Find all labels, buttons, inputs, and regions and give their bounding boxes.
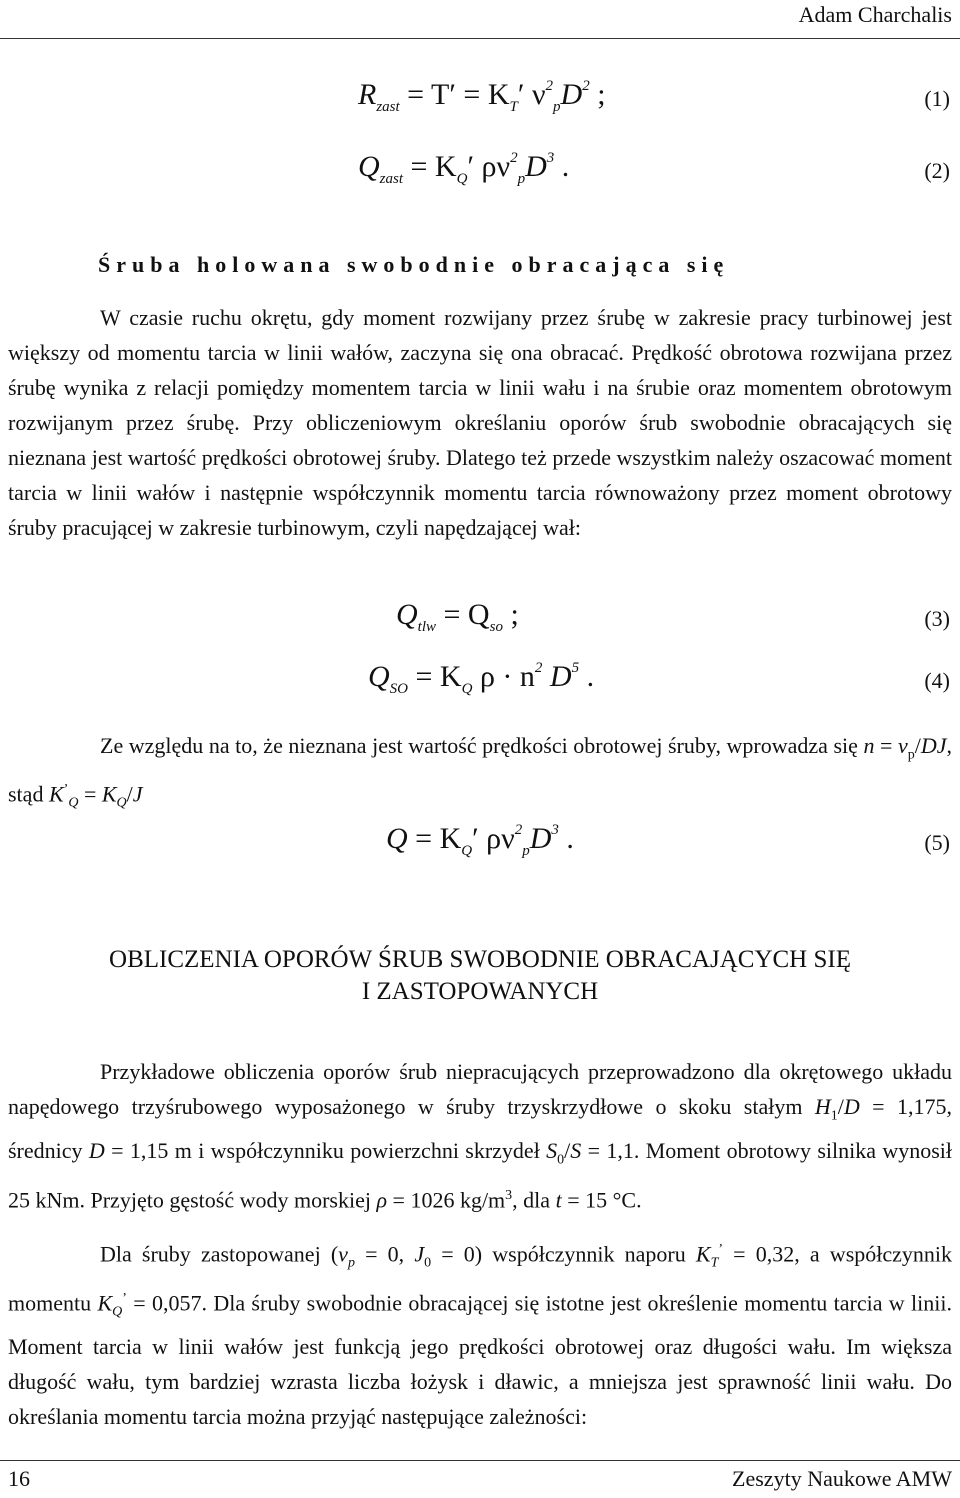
- equation-5: [0, 822, 960, 862]
- equation-5-body: $Q = K_Q'$ $\rho\nu^2_pD^3$ .: [386, 822, 574, 859]
- equation-2: [0, 150, 960, 190]
- equation-2-body: $Q_{zast} = K_Q'$ $\rho\nu^2_pD^3$ .: [358, 150, 570, 187]
- equation-1: [0, 78, 960, 118]
- header-rule: [0, 38, 960, 39]
- equation-3-number: (3): [924, 606, 950, 631]
- equation-4-number: (4): [924, 668, 950, 693]
- equation-1-body: $R_{zast} = T' = K_T'$ $\nu^2_pD^2$ ;: [358, 78, 606, 115]
- equation-1-number: (1): [924, 86, 950, 111]
- footer-journal: Zeszyty Naukowe AMW: [732, 1466, 952, 1491]
- paragraph-3: Przykładowe obliczenia oporów śrub niepracujących przeprowadzono dla okrętowego układu napędowego trzyśrubowego wyposażonego w śruby trzyskrzydłowe o skoku stałym $H_1/D = 1,175$, średnicy D = 1,15 m i współczynniku powierzchni skrzydeł $S_0/S = 1,1$. Moment obrotowy silnika wynosił 25 kNm. Przyjęto gęstość wody morskiej ρ = 1026 $kg/m^3$, dla t = 15 °C.: [8, 1059, 953, 1213]
- section-title: Śruba holowana swobodnie obracająca się: [98, 252, 730, 277]
- equation-3: [0, 598, 960, 638]
- main-heading-line-2: I ZASTOPOWANYCH: [361, 978, 599, 1005]
- equation-4: [0, 660, 960, 700]
- footer-page-number: 16: [8, 1466, 30, 1491]
- main-heading: [0, 944, 960, 1008]
- equation-2-number: (2): [924, 158, 950, 183]
- equation-3-body: $Q_{tlw} = Q_{so}$ ;: [396, 598, 519, 635]
- main-heading-line-1: OBLICZENIA OPORÓW ŚRUB SWOBODNIE OBRACAJĄCYCH SIĘ: [109, 946, 851, 973]
- paragraph-2: Ze względu na to, że nieznana jest wartość prędkości obrotowej śruby, wprowadza się $n = v_p/DJ$, stąd $K^’_Q = K_Q/J$: [8, 733, 952, 812]
- paragraph-4: Dla śruby zastopowanej ($v_p = 0$, $J_0 = 0$) współczynnik naporu $K_T^’ = 0,32$, a współczynnik momentu $K_Q^’ = 0,057$. Dla śruby swobodnie obracającej się istotne jest określenie momentu tarcia w linii. Moment tarcia w linii wałów jest funkcją jego prędkości obrotowej oraz długości wału. Im większa długość wału, tym bardziej wzrasta liczba łożysk i dławic, a mniejsza jest sprawność linii wału. Do określania momentu tarcia można przyjąć następujące zależności:: [8, 1241, 953, 1430]
- equation-5-number: (5): [924, 830, 950, 855]
- running-header-author: Adam Charchalis: [798, 2, 952, 27]
- equation-4-body: $Q_{SO} = K_Q$ $\rho \cdot n^2$ $D^5$ .: [368, 660, 595, 697]
- footer-rule: [0, 1460, 960, 1461]
- paragraph-1: W czasie ruchu okrętu, gdy moment rozwijany przez śrubę w zakresie pracy turbinowej jest większy od momentu tarcia w linii wałów, zaczyna się ona obracać. Prędkość obrotowa rozwijana przez śrubę wynika z relacji pomiędzy momentem tarcia w linii wału i na śrubie oraz momentem obrotowym rozwijanym przez śrubę. Przy obliczeniowym określaniu oporów śrub swobodnie obracających się nieznana jest wartość prędkości obrotowej śruby. Dlatego też przede wszystkim należy oszacować moment tarcia w linii wałów i następnie współczynnik momentu tarcia równoważony przez moment obrotowy śruby pracującej w zakresie turbinowym, czyli napędzającej wał:: [8, 305, 952, 540]
